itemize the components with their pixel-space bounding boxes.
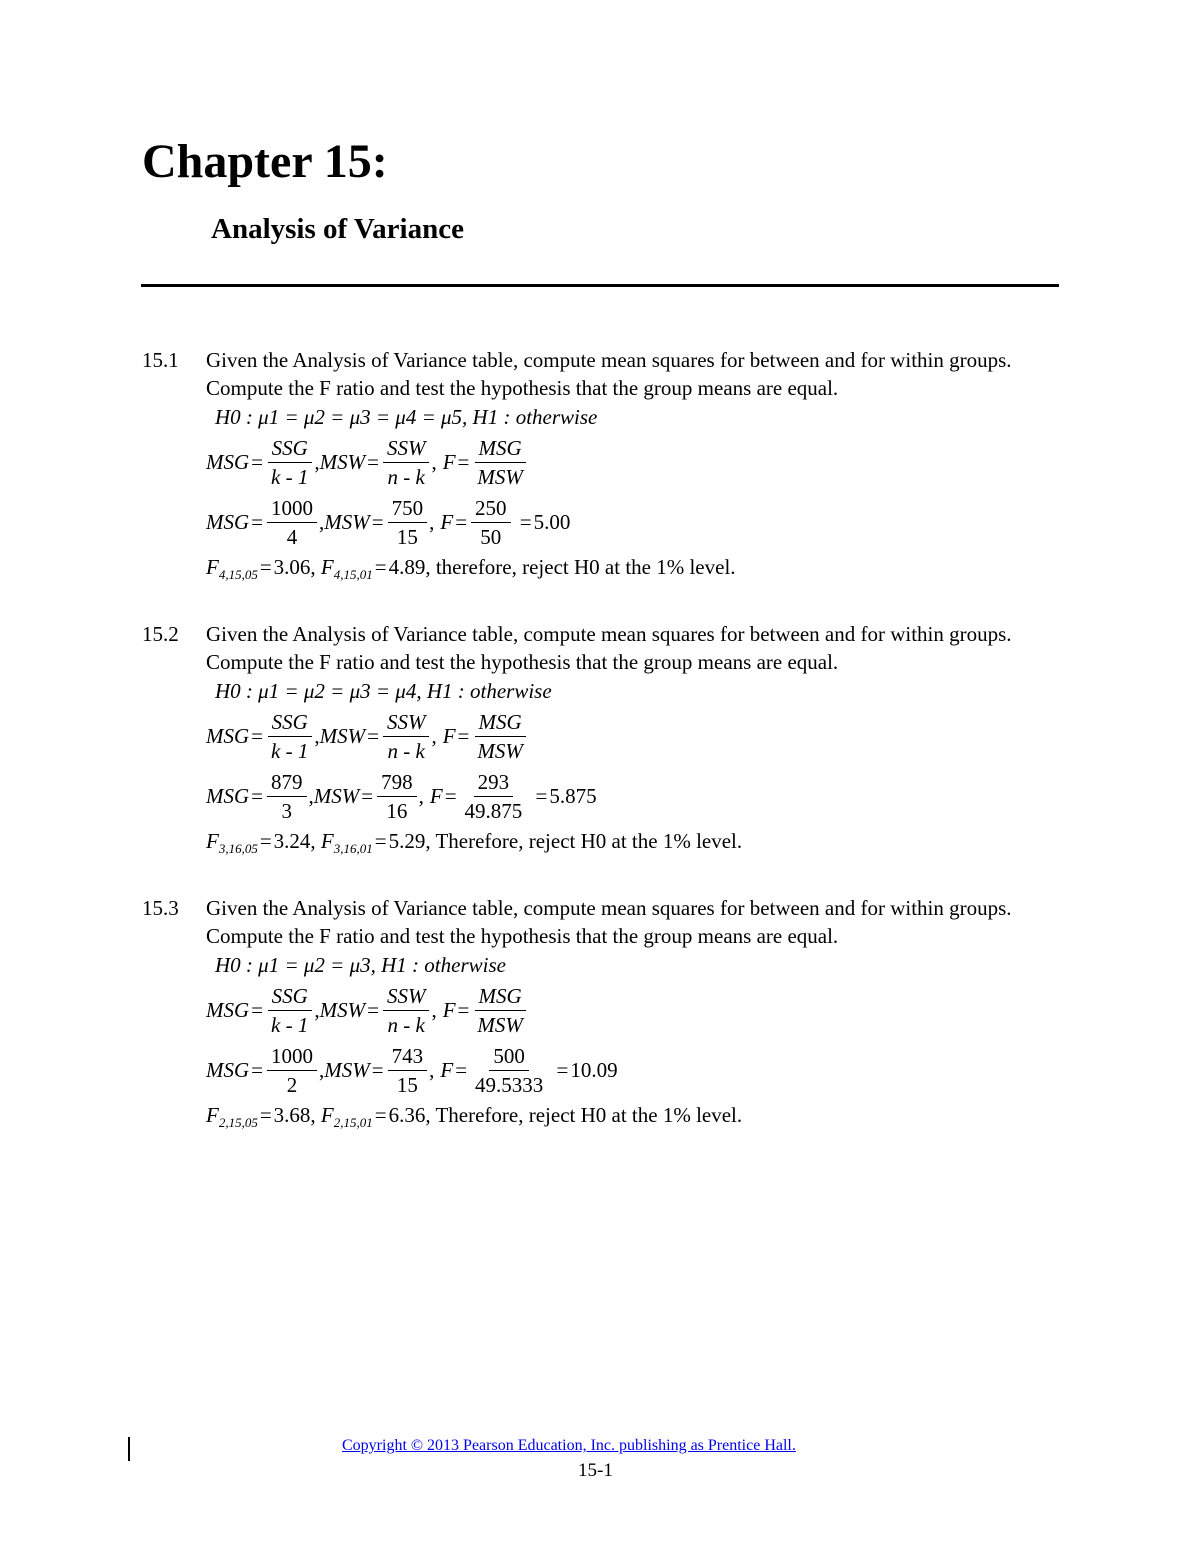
denominator: 50 (480, 524, 502, 549)
crit-subscript: 4,15,05 (218, 567, 258, 582)
crit-05-value: 3.68 (273, 1103, 311, 1127)
denominator: 4 (286, 524, 298, 549)
denominator: k - 1 (271, 1012, 309, 1037)
numerator: 798 (377, 768, 417, 797)
msw-symbol: MSW (319, 997, 366, 1022)
page-number: 15-1 (578, 1460, 613, 1481)
chapter-title: Chapter 15: (142, 135, 388, 188)
msg-symbol: MSG (206, 783, 250, 808)
numerator: 879 (267, 768, 307, 797)
crit-subscript: 3,16,05 (218, 841, 258, 856)
formula-row: MSG = $\frac{\text{SSG}}{k - 1}$ , MSW = $\frac{\text{SSW}}{n - k}$ , F = $\frac{\text{MSG}}{\text{MSW}}$ (206, 430, 529, 494)
fraction (267, 434, 312, 491)
denominator: 3 (281, 798, 293, 823)
fraction (473, 434, 527, 491)
fraction (473, 982, 527, 1039)
f-symbol: F (442, 997, 456, 1022)
fraction (267, 708, 312, 765)
crit-subscript: 2,15,05 (218, 1115, 258, 1130)
numerator: 743 (388, 1042, 428, 1071)
hypothesis: H0 : μ1 = μ2 = μ3 = μ4 = μ5, H1 : otherwise (215, 405, 598, 429)
denominator: MSW (477, 464, 523, 489)
denominator: 49.5333 (475, 1072, 544, 1097)
conclusion: , therefore, reject H0 at the 1% level. (425, 555, 736, 579)
numerator: SSG (268, 708, 312, 737)
chapter-subtitle: Analysis of Variance (211, 213, 464, 245)
f-value: 5.00 (533, 509, 571, 534)
fraction (383, 434, 430, 491)
numerator: 500 (489, 1042, 529, 1071)
msg-symbol: MSG (206, 449, 250, 474)
msg-symbol: MSG (206, 997, 250, 1022)
numerator: 750 (388, 494, 428, 523)
denominator: MSW (477, 1012, 523, 1037)
problem-number: 15.1 (142, 348, 179, 372)
denominator: n - k (387, 464, 425, 489)
numerator: SSW (383, 434, 430, 463)
numerator: SSG (268, 434, 312, 463)
header-rule (141, 284, 1059, 287)
denominator: 15 (396, 524, 418, 549)
fraction (471, 1042, 547, 1099)
f-symbol: F (440, 509, 454, 534)
fraction (471, 494, 511, 551)
crit-01-value: 4.89 (388, 555, 426, 579)
crit-05-value: 3.06 (273, 555, 311, 579)
denominator: n - k (387, 738, 425, 763)
hypothesis: H0 : μ1 = μ2 = μ3, H1 : otherwise (215, 953, 506, 977)
msw-symbol: MSW (319, 723, 366, 748)
f-value: 5.875 (549, 783, 597, 808)
fraction (267, 494, 317, 551)
computed-row: MSG = $\frac{1000}{4}$ , MSW = $\frac{750}{15}$ , F = $\frac{250}{50}$ = 5.00 (206, 495, 571, 549)
fraction (267, 768, 307, 825)
numerator: SSW (383, 982, 430, 1011)
problem-number: 15.3 (142, 896, 179, 920)
msw-symbol: MSW (319, 449, 366, 474)
crit-01-value: 5.29 (388, 829, 426, 853)
fraction (388, 494, 428, 551)
denominator: 15 (396, 1072, 418, 1097)
formula-row: MSG = $\frac{\text{SSG}}{k - 1}$ , MSW = $\frac{\text{SSW}}{n - k}$ , F = $\frac{\text{MSG}}{\text{MSW}}$ (206, 978, 529, 1042)
f-symbol: F (442, 723, 456, 748)
problem-number: 15.2 (142, 622, 179, 646)
critical-values: $F_{2,15,05}=3.68$, $F_{2,15,01}=6.36$, Therefore, reject H0 at the 1% level. (206, 1103, 743, 1130)
numerator: SSG (268, 982, 312, 1011)
numerator: SSW (383, 708, 430, 737)
crit-05-value: 3.24 (273, 829, 311, 853)
denominator: k - 1 (271, 738, 309, 763)
fraction (473, 708, 527, 765)
conclusion: , Therefore, reject H0 at the 1% level. (425, 1103, 743, 1127)
computed-row: MSG = $\frac{879}{3}$ , MSW = $\frac{798}{16}$ , F = $\frac{293}{49.875}$ = 5.875 (206, 769, 597, 823)
numerator: MSG (475, 434, 526, 463)
fraction (461, 768, 527, 825)
copyright-link[interactable]: Copyright © 2013 Pearson Education, Inc. publishing as Prentice Hall. (342, 1437, 796, 1454)
formula-row: MSG = $\frac{\text{SSG}}{k - 1}$ , MSW = $\frac{\text{SSW}}{n - k}$ , F = $\frac{\text{MSG}}{\text{MSW}}$ (206, 704, 529, 768)
numerator: 1000 (267, 494, 317, 523)
fraction (383, 982, 430, 1039)
problem-15-3 (142, 894, 1062, 1144)
critical-values: $F_{4,15,05}=3.06$, $F_{4,15,01}=4.89$, therefore, reject H0 at the 1% level. (206, 555, 736, 582)
hypothesis: H0 : μ1 = μ2 = μ3 = μ4, H1 : otherwise (215, 679, 552, 703)
crit-subscript: 3,16,01 (333, 841, 373, 856)
crit-subscript: 2,15,01 (333, 1115, 373, 1130)
denominator: 2 (286, 1072, 298, 1097)
numerator: 293 (474, 768, 514, 797)
conclusion: , Therefore, reject H0 at the 1% level. (425, 829, 743, 853)
msw-symbol: MSW (313, 783, 360, 808)
fraction (383, 708, 430, 765)
denominator: k - 1 (271, 464, 309, 489)
denominator: 16 (386, 798, 408, 823)
msw-symbol: MSW (324, 1057, 370, 1082)
msg-symbol: MSG (206, 723, 250, 748)
fraction (377, 768, 417, 825)
numerator: MSG (475, 982, 526, 1011)
msg-symbol: MSG (206, 1057, 250, 1082)
problem-statement: Given the Analysis of Variance table, compute mean squares for between and for within groups. Compute the F ratio and test the hypothesis that the group means are equal. (206, 896, 1012, 948)
denominator: n - k (387, 1012, 425, 1037)
problem-15-2 (142, 620, 1062, 870)
msg-symbol: MSG (206, 509, 250, 534)
denominator: MSW (477, 738, 523, 763)
crit-subscript: 4,15,01 (333, 567, 373, 582)
fraction (267, 1042, 317, 1099)
numerator: 250 (471, 494, 511, 523)
fraction (388, 1042, 428, 1099)
numerator: MSG (475, 708, 526, 737)
computed-row: MSG = $\frac{1000}{2}$ , MSW = $\frac{743}{15}$ , F = $\frac{500}{49.5333}$ = 10.09 (206, 1043, 618, 1097)
numerator: 1000 (267, 1042, 317, 1071)
crit-01-value: 6.36 (388, 1103, 426, 1127)
denominator: 49.875 (464, 798, 523, 823)
f-symbol: F (440, 1057, 454, 1082)
f-symbol: F (429, 783, 443, 808)
problem-statement: Given the Analysis of Variance table, compute mean squares for between and for within groups. Compute the F ratio and test the hypothesis that the group means are equal. (206, 622, 1012, 674)
f-symbol: F (442, 449, 456, 474)
fraction (267, 982, 312, 1039)
footer-margin-bar (128, 1437, 130, 1461)
f-value: 10.09 (570, 1057, 618, 1082)
msw-symbol: MSW (324, 509, 370, 534)
problem-statement: Given the Analysis of Variance table, compute mean squares for between and for within groups. Compute the F ratio and test the hypothesis that the group means are equal. (206, 348, 1012, 400)
problem-15-1 (142, 346, 1062, 596)
critical-values: $F_{3,16,05}=3.24$, $F_{3,16,01}=5.29$, Therefore, reject H0 at the 1% level. (206, 829, 743, 856)
